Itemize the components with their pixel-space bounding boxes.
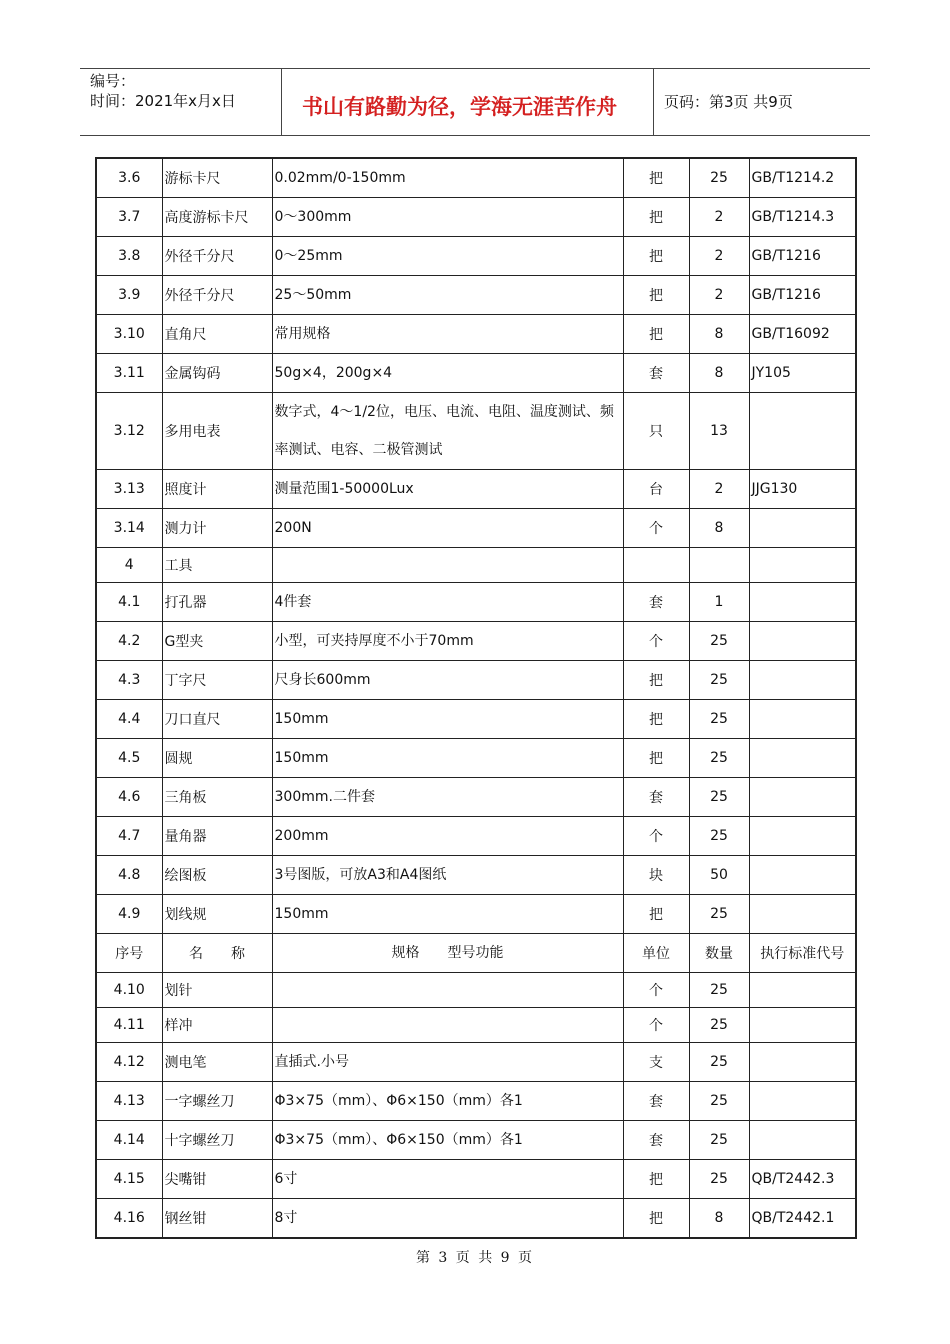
cell-spec bbox=[272, 1008, 623, 1043]
cell-spec: 6寸 bbox=[272, 1160, 623, 1199]
cell-spec: 4件套 bbox=[272, 583, 623, 622]
table-row bbox=[96, 354, 856, 393]
cell-id: 3.7 bbox=[96, 198, 162, 237]
cell-spec: 150mm bbox=[272, 739, 623, 778]
cell-id: 4.6 bbox=[96, 778, 162, 817]
cell-qty: 25 bbox=[689, 661, 749, 700]
table-row bbox=[96, 1160, 856, 1199]
cell-unit: 套 bbox=[623, 1082, 689, 1121]
cell-spec: 小型，可夹持厚度不小于70mm bbox=[272, 622, 623, 661]
cell-unit: 套 bbox=[623, 354, 689, 393]
cell-name: 名 称 bbox=[162, 934, 272, 973]
cell-name: 三角板 bbox=[162, 778, 272, 817]
table-row bbox=[96, 583, 856, 622]
cell-id: 序号 bbox=[96, 934, 162, 973]
cell-name: 刀口直尺 bbox=[162, 700, 272, 739]
cell-unit: 把 bbox=[623, 158, 689, 198]
cell-spec: Φ3×75（mm）、Φ6×150（mm）各1 bbox=[272, 1082, 623, 1121]
cell-spec: 50g×4，200g×4 bbox=[272, 354, 623, 393]
cell-unit: 只 bbox=[623, 393, 689, 470]
table-row bbox=[96, 817, 856, 856]
cell-id: 4.16 bbox=[96, 1199, 162, 1239]
cell-standard bbox=[749, 778, 856, 817]
cell-name: G型夹 bbox=[162, 622, 272, 661]
cell-name: 划针 bbox=[162, 973, 272, 1008]
cell-id: 4.11 bbox=[96, 1008, 162, 1043]
cell-spec: 尺身长600mm bbox=[272, 661, 623, 700]
cell-standard bbox=[749, 973, 856, 1008]
table-row bbox=[96, 739, 856, 778]
table-row bbox=[96, 700, 856, 739]
cell-id: 3.8 bbox=[96, 237, 162, 276]
page-footer: 第 3 页 共 9 页 bbox=[415, 1250, 535, 1266]
cell-spec: 0～300mm bbox=[272, 198, 623, 237]
cell-spec: Φ3×75（mm）、Φ6×150（mm）各1 bbox=[272, 1121, 623, 1160]
cell-unit: 把 bbox=[623, 1160, 689, 1199]
cell-unit: 把 bbox=[623, 276, 689, 315]
cell-unit: 支 bbox=[623, 1043, 689, 1082]
cell-unit: 套 bbox=[623, 778, 689, 817]
header-page-info: 页码：第3页 共9页 bbox=[664, 93, 793, 111]
cell-qty: 8 bbox=[689, 509, 749, 548]
cell-spec: 8寸 bbox=[272, 1199, 623, 1239]
cell-name: 游标卡尺 bbox=[162, 158, 272, 198]
cell-standard bbox=[749, 1082, 856, 1121]
cell-standard bbox=[749, 583, 856, 622]
cell-name: 打孔器 bbox=[162, 583, 272, 622]
cell-spec: 规格 型号功能 bbox=[272, 934, 623, 973]
cell-spec bbox=[272, 973, 623, 1008]
cell-standard bbox=[749, 856, 856, 895]
cell-id: 4.10 bbox=[96, 973, 162, 1008]
cell-qty bbox=[689, 548, 749, 583]
cell-standard bbox=[749, 1008, 856, 1043]
cell-qty: 25 bbox=[689, 973, 749, 1008]
table-row bbox=[96, 198, 856, 237]
cell-name: 丁字尺 bbox=[162, 661, 272, 700]
cell-qty: 1 bbox=[689, 583, 749, 622]
cell-id: 4.15 bbox=[96, 1160, 162, 1199]
header-meta bbox=[80, 69, 282, 135]
cell-id: 4.5 bbox=[96, 739, 162, 778]
cell-id: 4.14 bbox=[96, 1121, 162, 1160]
cell-qty: 25 bbox=[689, 895, 749, 934]
cell-unit: 个 bbox=[623, 509, 689, 548]
table-row bbox=[96, 856, 856, 895]
cell-standard bbox=[749, 895, 856, 934]
cell-name: 划线规 bbox=[162, 895, 272, 934]
cell-qty: 25 bbox=[689, 778, 749, 817]
cell-id: 4.2 bbox=[96, 622, 162, 661]
table-row bbox=[96, 661, 856, 700]
table-row bbox=[96, 276, 856, 315]
cell-spec: 0～25mm bbox=[272, 237, 623, 276]
cell-qty: 25 bbox=[689, 158, 749, 198]
cell-qty: 数量 bbox=[689, 934, 749, 973]
cell-qty: 25 bbox=[689, 1121, 749, 1160]
cell-qty: 13 bbox=[689, 393, 749, 470]
cell-standard: QB/T2442.1 bbox=[749, 1199, 856, 1239]
cell-standard: QB/T2442.3 bbox=[749, 1160, 856, 1199]
cell-qty: 8 bbox=[689, 354, 749, 393]
cell-id: 3.11 bbox=[96, 354, 162, 393]
cell-id: 4.7 bbox=[96, 817, 162, 856]
cell-unit: 把 bbox=[623, 237, 689, 276]
equipment-table-body bbox=[96, 158, 856, 1238]
cell-qty: 25 bbox=[689, 817, 749, 856]
table-row bbox=[96, 622, 856, 661]
cell-unit: 个 bbox=[623, 973, 689, 1008]
cell-spec: 常用规格 bbox=[272, 315, 623, 354]
cell-qty: 25 bbox=[689, 1008, 749, 1043]
cell-standard bbox=[749, 622, 856, 661]
cell-unit: 把 bbox=[623, 315, 689, 354]
table-row bbox=[96, 1199, 856, 1239]
cell-unit: 把 bbox=[623, 739, 689, 778]
cell-id: 3.14 bbox=[96, 509, 162, 548]
cell-standard: JY105 bbox=[749, 354, 856, 393]
cell-standard bbox=[749, 739, 856, 778]
cell-spec: 300mm.二件套 bbox=[272, 778, 623, 817]
cell-qty: 25 bbox=[689, 700, 749, 739]
cell-spec: 25～50mm bbox=[272, 276, 623, 315]
cell-name: 测力计 bbox=[162, 509, 272, 548]
cell-standard: GB/T1214.3 bbox=[749, 198, 856, 237]
cell-id: 3.6 bbox=[96, 158, 162, 198]
cell-spec: 直插式.小号 bbox=[272, 1043, 623, 1082]
cell-spec: 测量范围1-50000Lux bbox=[272, 470, 623, 509]
table-row bbox=[96, 1043, 856, 1082]
cell-standard bbox=[749, 700, 856, 739]
number-label: 编号： bbox=[90, 72, 136, 90]
cell-standard bbox=[749, 548, 856, 583]
cell-standard: GB/T1216 bbox=[749, 276, 856, 315]
cell-standard: GB/T1214.2 bbox=[749, 158, 856, 198]
header-motto: 书山有路勤为径，学海无涯苦作舟 bbox=[302, 94, 617, 119]
cell-qty: 2 bbox=[689, 237, 749, 276]
cell-name: 尖嘴钳 bbox=[162, 1160, 272, 1199]
table-row bbox=[96, 973, 856, 1008]
cell-unit: 单位 bbox=[623, 934, 689, 973]
cell-spec: 150mm bbox=[272, 895, 623, 934]
cell-spec: 数字式，4～1/2位，电压、电流、电阻、温度测试、频率测试、电容、二极管测试 bbox=[272, 393, 623, 470]
cell-standard: GB/T1216 bbox=[749, 237, 856, 276]
table-row bbox=[96, 509, 856, 548]
cell-id: 3.13 bbox=[96, 470, 162, 509]
table-row bbox=[96, 548, 856, 583]
cell-spec: 200mm bbox=[272, 817, 623, 856]
equipment-table bbox=[95, 157, 857, 1239]
cell-unit: 把 bbox=[623, 198, 689, 237]
page-header bbox=[80, 68, 870, 136]
cell-unit: 块 bbox=[623, 856, 689, 895]
cell-spec bbox=[272, 548, 623, 583]
cell-id: 3.10 bbox=[96, 315, 162, 354]
table-row bbox=[96, 158, 856, 198]
cell-unit: 套 bbox=[623, 1121, 689, 1160]
cell-standard bbox=[749, 661, 856, 700]
cell-name: 测电笔 bbox=[162, 1043, 272, 1082]
cell-unit: 把 bbox=[623, 700, 689, 739]
cell-name: 多用电表 bbox=[162, 393, 272, 470]
cell-qty: 25 bbox=[689, 622, 749, 661]
cell-qty: 25 bbox=[689, 1043, 749, 1082]
cell-standard bbox=[749, 509, 856, 548]
cell-unit: 套 bbox=[623, 583, 689, 622]
cell-name: 外径千分尺 bbox=[162, 276, 272, 315]
cell-name: 工具 bbox=[162, 548, 272, 583]
table-row bbox=[96, 393, 856, 470]
cell-unit bbox=[623, 548, 689, 583]
cell-unit: 把 bbox=[623, 661, 689, 700]
cell-name: 量角器 bbox=[162, 817, 272, 856]
cell-spec: 3号图版，可放A3和A4图纸 bbox=[272, 856, 623, 895]
cell-qty: 2 bbox=[689, 470, 749, 509]
cell-unit: 把 bbox=[623, 895, 689, 934]
cell-unit: 台 bbox=[623, 470, 689, 509]
header-motto-cell bbox=[282, 69, 654, 135]
cell-spec: 150mm bbox=[272, 700, 623, 739]
table-row bbox=[96, 778, 856, 817]
cell-qty: 2 bbox=[689, 198, 749, 237]
table-row bbox=[96, 1082, 856, 1121]
cell-name: 高度游标卡尺 bbox=[162, 198, 272, 237]
cell-qty: 2 bbox=[689, 276, 749, 315]
cell-standard bbox=[749, 393, 856, 470]
cell-id: 4.3 bbox=[96, 661, 162, 700]
cell-unit: 个 bbox=[623, 817, 689, 856]
cell-qty: 25 bbox=[689, 1160, 749, 1199]
cell-id: 3.12 bbox=[96, 393, 162, 470]
cell-name: 圆规 bbox=[162, 739, 272, 778]
table-row bbox=[96, 1121, 856, 1160]
cell-standard bbox=[749, 1043, 856, 1082]
cell-unit: 把 bbox=[623, 1199, 689, 1239]
table-row bbox=[96, 1008, 856, 1043]
time-label: 时间：2021年x月x日 bbox=[90, 92, 236, 110]
cell-id: 4.4 bbox=[96, 700, 162, 739]
cell-name: 外径千分尺 bbox=[162, 237, 272, 276]
table-row bbox=[96, 895, 856, 934]
table-row bbox=[96, 315, 856, 354]
cell-standard bbox=[749, 817, 856, 856]
cell-name: 一字螺丝刀 bbox=[162, 1082, 272, 1121]
cell-name: 十字螺丝刀 bbox=[162, 1121, 272, 1160]
cell-name: 照度计 bbox=[162, 470, 272, 509]
cell-name: 金属钩码 bbox=[162, 354, 272, 393]
table-header-row bbox=[96, 934, 856, 973]
cell-name: 样冲 bbox=[162, 1008, 272, 1043]
cell-id: 4.12 bbox=[96, 1043, 162, 1082]
cell-spec: 0.02mm/0-150mm bbox=[272, 158, 623, 198]
cell-id: 4.1 bbox=[96, 583, 162, 622]
cell-qty: 25 bbox=[689, 1082, 749, 1121]
cell-standard: GB/T16092 bbox=[749, 315, 856, 354]
table-row bbox=[96, 237, 856, 276]
cell-qty: 50 bbox=[689, 856, 749, 895]
cell-qty: 8 bbox=[689, 1199, 749, 1239]
cell-id: 4.13 bbox=[96, 1082, 162, 1121]
cell-unit: 个 bbox=[623, 622, 689, 661]
cell-name: 钢丝钳 bbox=[162, 1199, 272, 1239]
cell-standard: JJG130 bbox=[749, 470, 856, 509]
cell-spec: 200N bbox=[272, 509, 623, 548]
cell-qty: 8 bbox=[689, 315, 749, 354]
cell-id: 3.9 bbox=[96, 276, 162, 315]
cell-id: 4.9 bbox=[96, 895, 162, 934]
cell-id: 4 bbox=[96, 548, 162, 583]
cell-id: 4.8 bbox=[96, 856, 162, 895]
cell-name: 直角尺 bbox=[162, 315, 272, 354]
cell-name: 绘图板 bbox=[162, 856, 272, 895]
cell-unit: 个 bbox=[623, 1008, 689, 1043]
table-row bbox=[96, 470, 856, 509]
cell-qty: 25 bbox=[689, 739, 749, 778]
cell-standard bbox=[749, 1121, 856, 1160]
cell-standard: 执行标准代号 bbox=[749, 934, 856, 973]
